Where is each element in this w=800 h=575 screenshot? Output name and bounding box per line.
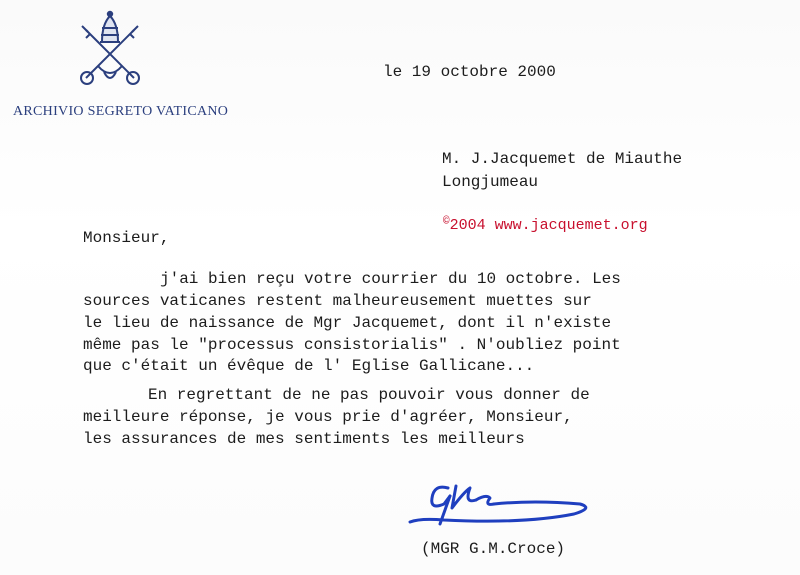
body-line: meilleure réponse, je vous prie d'agréer, Monsieur, <box>83 408 573 426</box>
letterhead <box>0 0 260 130</box>
body-line: que c'était un évêque de l' Eglise Gallicane... <box>83 357 535 375</box>
recipient-place: Longjumeau <box>442 173 539 191</box>
salutation: Monsieur, <box>83 229 170 247</box>
body-line: les assurances de mes sentiments les meilleurs <box>83 430 525 448</box>
papal-crossed-keys-tiara-icon <box>78 8 142 88</box>
copyright-watermark <box>443 217 648 234</box>
organization-name: ARCHIVIO SEGRETO VATICANO <box>13 104 229 119</box>
body-line: j'ai bien reçu votre courrier du 10 octobre. Les <box>160 270 621 288</box>
signer-name: (MGR G.M.Croce) <box>421 540 566 558</box>
letter-date: le 19 octobre 2000 <box>383 63 556 81</box>
copyright-symbol: © <box>443 216 450 228</box>
handwritten-signature-icon <box>404 474 600 534</box>
body-line: même pas le "processus consistorialis" . N'oubliez point <box>83 336 621 354</box>
body-line: le lieu de naissance de Mgr Jacquemet, dont il n'existe <box>83 314 612 332</box>
recipient-name: M. J.Jacquemet de Miauthe <box>442 150 683 168</box>
body-line: sources vaticanes restent malheureusement muettes sur <box>83 292 592 310</box>
copyright-text: 2004 www.jacquemet.org <box>449 217 648 234</box>
body-line: En regrettant de ne pas pouvoir vous donner de <box>148 386 590 404</box>
